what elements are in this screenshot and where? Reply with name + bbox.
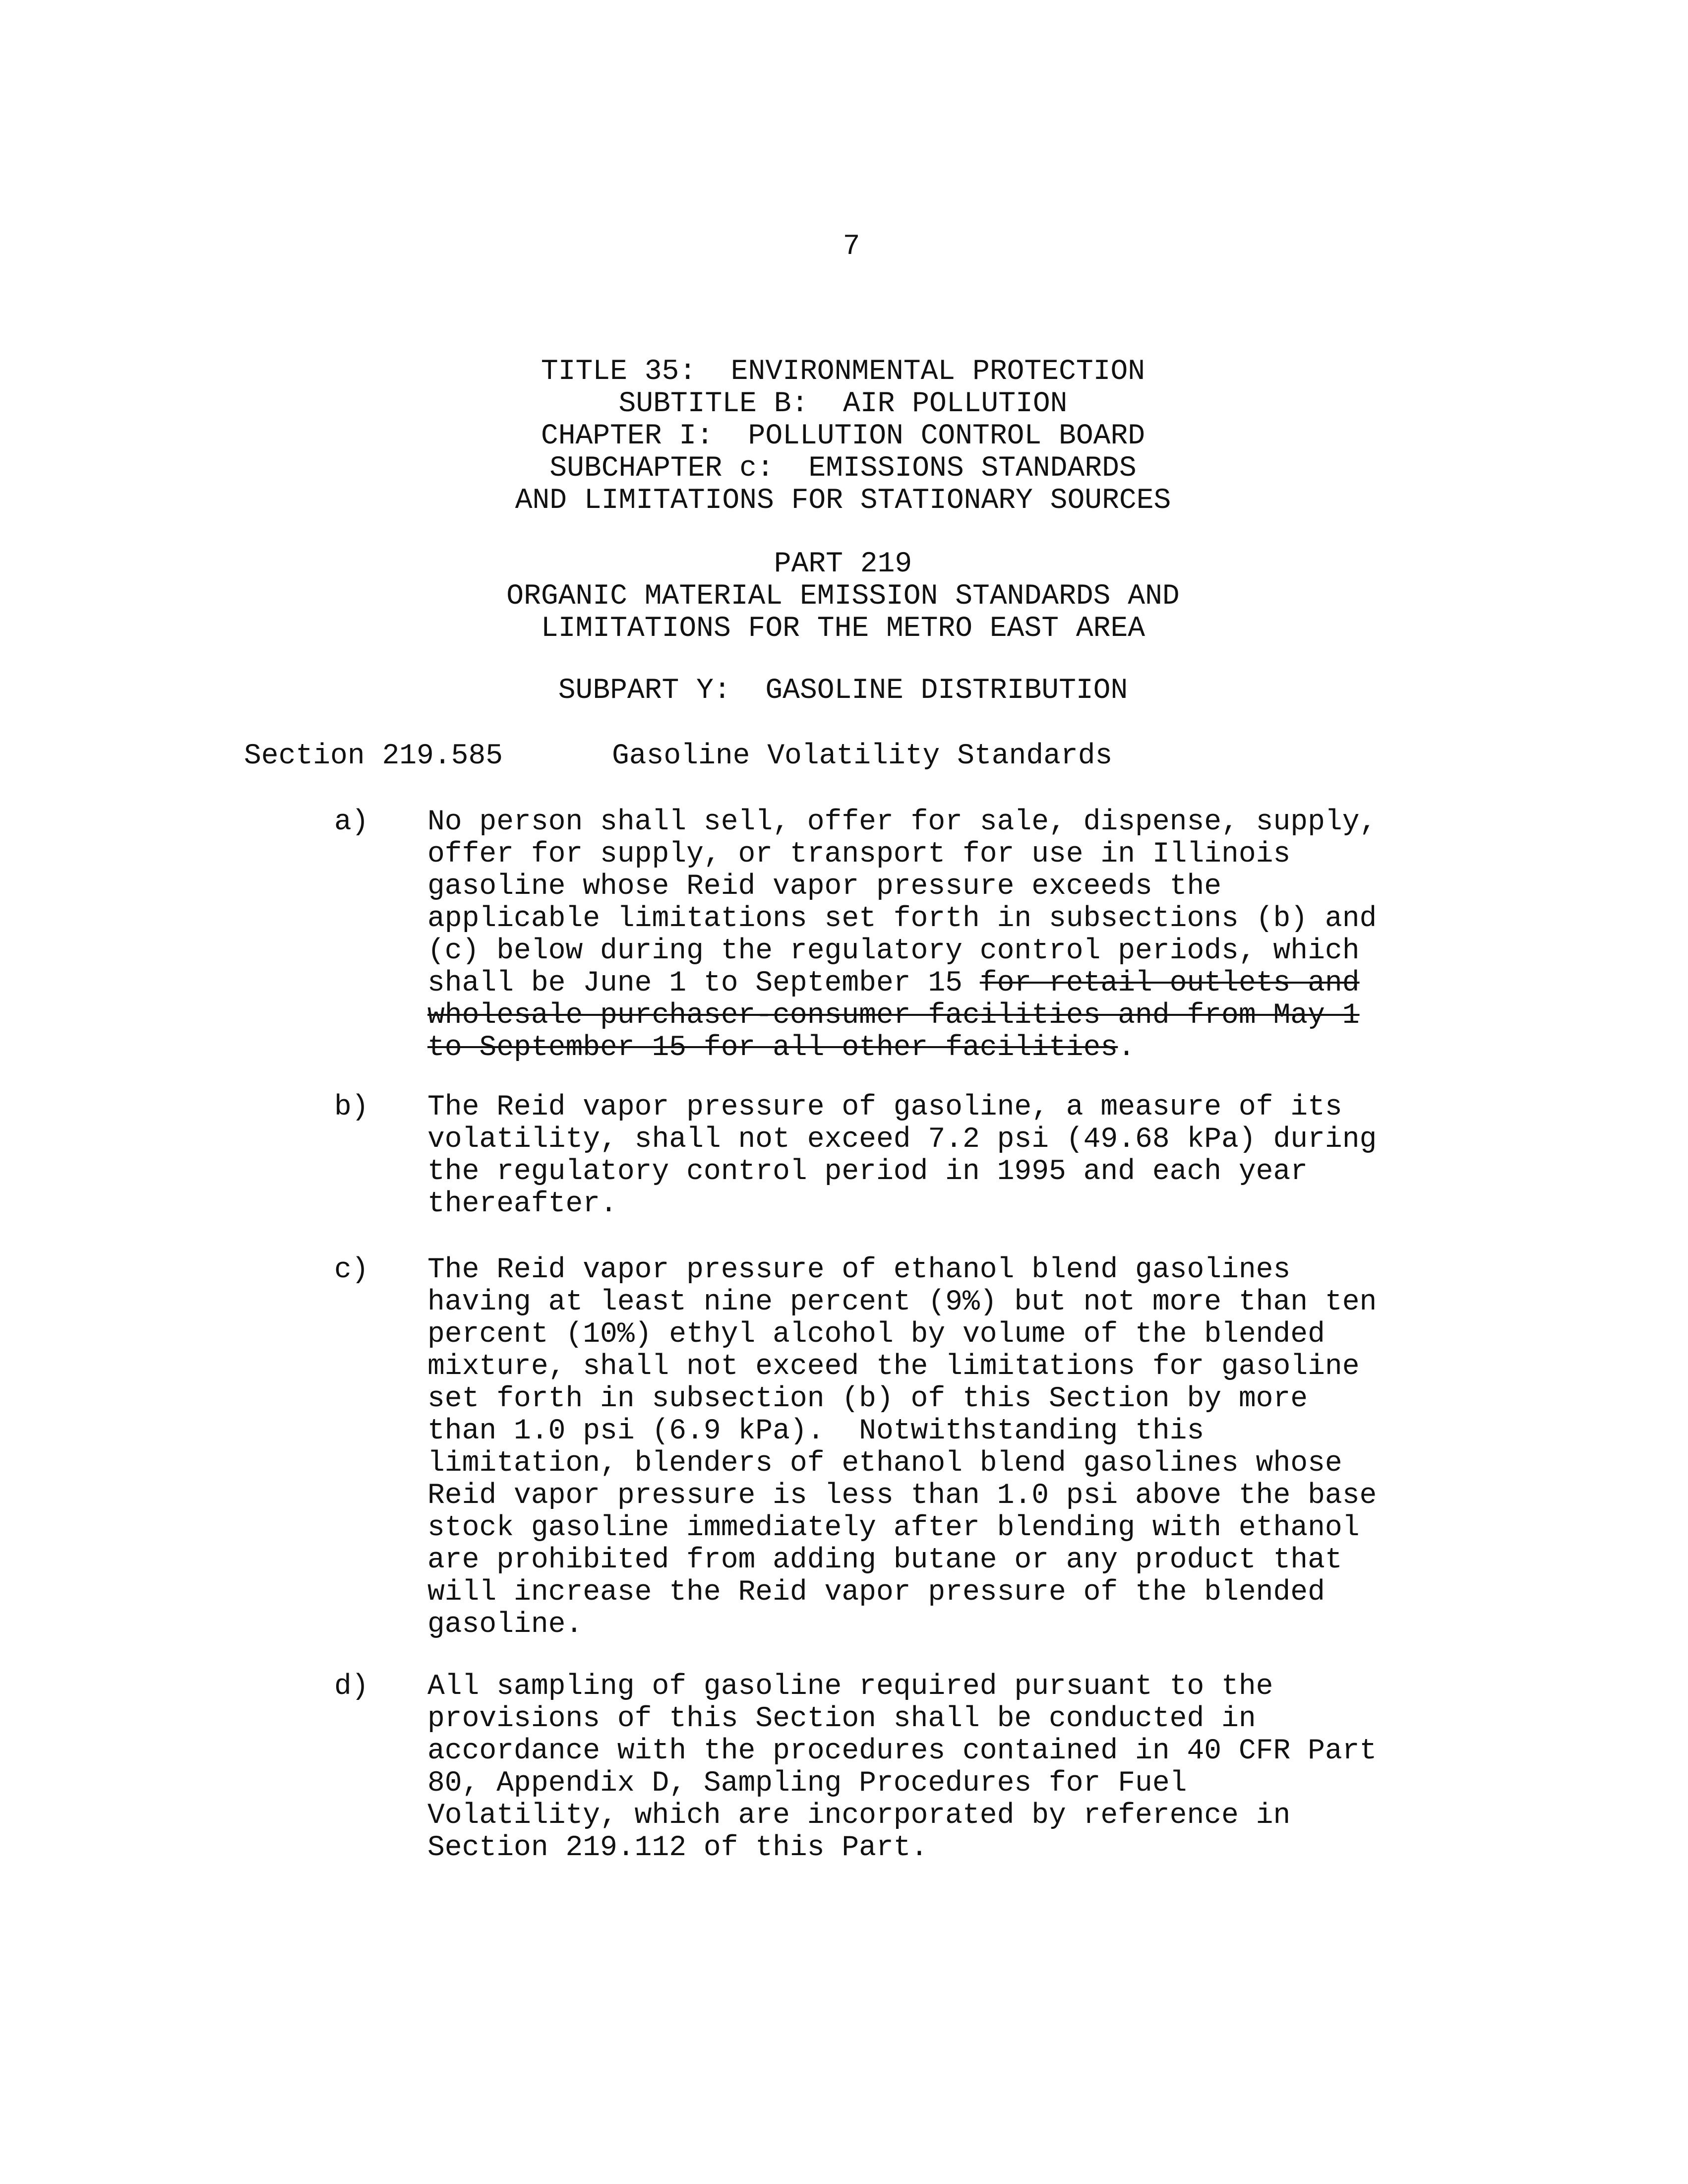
text-line: mixture, shall not exceed the limitations for gasoline (427, 1351, 1360, 1383)
title-line: TITLE 35: ENVIRONMENTAL PROTECTION (541, 356, 1145, 388)
text-line: stock gasoline immediately after blending with ethanol (427, 1512, 1360, 1544)
struck-text: for retail outlets and (979, 967, 1360, 999)
text-line: are prohibited from adding butane or any product that (427, 1544, 1342, 1576)
plain-text: . (1118, 1032, 1136, 1064)
section-number: Section 219.585 (244, 740, 503, 772)
subpart-heading (446, 675, 1240, 707)
title-heading (446, 356, 1240, 517)
chapter-line: CHAPTER I: POLLUTION CONTROL BOARD (541, 420, 1145, 452)
text-line: thereafter. (427, 1188, 617, 1220)
text-line: applicable limitations set forth in subsections (b) and (427, 903, 1377, 935)
struck-text: wholesale purchaser-consumer facilities and from May 1 (427, 999, 1360, 1032)
text-line: volatility, shall not exceed 7.2 psi (49.68 kPa) during (427, 1123, 1377, 1156)
text-line: provisions of this Section shall be conducted in (427, 1703, 1256, 1735)
text-line: The Reid vapor pressure of ethanol blend gasolines (427, 1254, 1291, 1286)
text-line (427, 999, 1459, 1032)
subchapter-line: SUBCHAPTER c: EMISSIONS STANDARDS (549, 452, 1137, 485)
text-line: having at least nine percent (9%) but not more than ten (427, 1286, 1377, 1318)
plain-text: shall be June 1 to September 15 (427, 967, 980, 999)
page-number: 7 (843, 231, 860, 263)
paragraph-body (427, 1671, 1459, 1864)
part-title-line: ORGANIC MATERIAL EMISSION STANDARDS AND (506, 580, 1180, 613)
text-line: gasoline whose Reid vapor pressure exceeds the (427, 871, 1222, 903)
text-line: (c) below during the regulatory control periods, which (427, 935, 1360, 967)
text-line: The Reid vapor pressure of gasoline, a measure of its (427, 1091, 1342, 1123)
text-line: will increase the Reid vapor pressure of the blended (427, 1576, 1325, 1609)
subchapter-line-cont: AND LIMITATIONS FOR STATIONARY SOURCES (515, 485, 1171, 517)
text-line: accordance with the procedures contained in 40 CFR Part (427, 1735, 1377, 1767)
text-line: 80, Appendix D, Sampling Procedures for Fuel (427, 1767, 1187, 1800)
paragraph-label: a) (334, 806, 369, 838)
paragraph-body (427, 806, 1459, 1064)
part-heading (446, 548, 1240, 645)
text-line: Section 219.112 of this Part. (427, 1832, 928, 1864)
text-line: No person shall sell, offer for sale, dispense, supply, (427, 806, 1377, 838)
section-title: Gasoline Volatility Standards (612, 740, 1113, 772)
section-heading (244, 740, 1112, 772)
text-line: Volatility, which are incorporated by reference in (427, 1800, 1291, 1832)
text-line (427, 967, 1459, 999)
text-line: All sampling of gasoline required pursuant to the (427, 1671, 1273, 1703)
paragraph-body (427, 1254, 1459, 1641)
subtitle-line: SUBTITLE B: AIR POLLUTION (618, 388, 1068, 420)
paragraph-label: b) (334, 1091, 369, 1123)
part-title-line-cont: LIMITATIONS FOR THE METRO EAST AREA (541, 613, 1145, 645)
paragraph-label: c) (334, 1254, 369, 1286)
text-line: the regulatory control period in 1995 and each year (427, 1156, 1308, 1188)
subpart-title: SUBPART Y: GASOLINE DISTRIBUTION (558, 675, 1128, 707)
text-line (427, 1032, 1459, 1064)
text-line: percent (10%) ethyl alcohol by volume of the blended (427, 1318, 1325, 1351)
part-number: PART 219 (774, 548, 912, 580)
text-line: than 1.0 psi (6.9 kPa). Notwithstanding this (427, 1415, 1205, 1447)
struck-text: to September 15 for all other facilities (427, 1032, 1118, 1064)
text-line: gasoline. (427, 1609, 583, 1641)
text-line: set forth in subsection (b) of this Section by more (427, 1383, 1308, 1415)
text-line: Reid vapor pressure is less than 1.0 psi above the base (427, 1480, 1377, 1512)
text-line: limitation, blenders of ethanol blend gasolines whose (427, 1447, 1342, 1480)
text-line: offer for supply, or transport for use in Illinois (427, 838, 1291, 871)
paragraph-label: d) (334, 1671, 369, 1703)
paragraph-body (427, 1091, 1459, 1220)
